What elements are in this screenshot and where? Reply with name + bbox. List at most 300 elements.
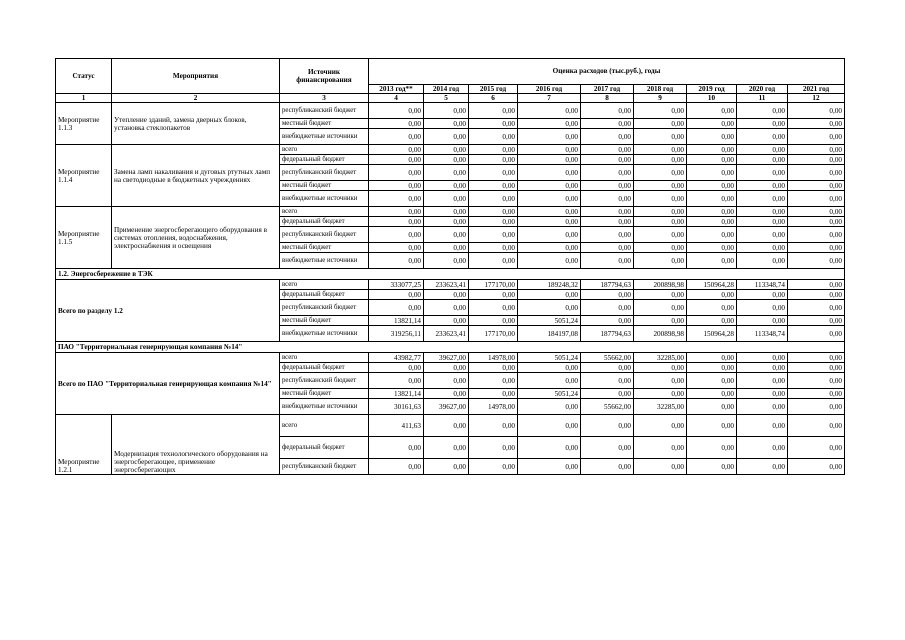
section-title: ПАО "Территориальная генерирующая компания №14" — [56, 342, 845, 353]
col-index-8: 8 — [581, 94, 634, 103]
value-cell: 0,00 — [469, 227, 518, 243]
value-cell: 0,00 — [687, 363, 737, 373]
value-cell: 0,00 — [424, 290, 469, 300]
value-cell: 0,00 — [581, 459, 634, 475]
value-cell: 0,00 — [788, 119, 845, 129]
value-cell: 0,00 — [469, 437, 518, 459]
event-cell: Утепление зданий, замена дверных блоков, установка стеклопакетов — [112, 103, 280, 145]
value-cell: 0,00 — [788, 165, 845, 181]
value-cell: 0,00 — [737, 103, 788, 119]
value-cell: 0,00 — [518, 437, 581, 459]
value-cell: 0,00 — [424, 459, 469, 475]
source-cell: внебюджетные источники — [280, 129, 369, 145]
value-cell: 0,00 — [634, 155, 687, 165]
value-cell: 0,00 — [634, 316, 687, 326]
value-cell: 113348,74 — [737, 280, 788, 290]
value-cell: 0,00 — [788, 363, 845, 373]
value-cell: 0,00 — [687, 227, 737, 243]
value-cell: 0,00 — [581, 373, 634, 389]
value-cell: 0,00 — [687, 145, 737, 155]
value-cell: 55662,00 — [581, 399, 634, 415]
value-cell: 0,00 — [581, 437, 634, 459]
value-cell: 0,00 — [737, 129, 788, 145]
value-cell: 319256,11 — [369, 326, 424, 342]
value-cell: 0,00 — [788, 300, 845, 316]
value-cell: 0,00 — [634, 389, 687, 399]
value-cell: 0,00 — [634, 243, 687, 253]
value-cell: 0,00 — [581, 415, 634, 437]
source-cell: республиканский бюджет — [280, 373, 369, 389]
value-cell: 0,00 — [737, 181, 788, 191]
value-cell: 39627,00 — [424, 399, 469, 415]
value-cell: 0,00 — [518, 373, 581, 389]
value-cell: 0,00 — [369, 119, 424, 129]
value-cell: 0,00 — [687, 353, 737, 363]
source-cell: республиканский бюджет — [280, 227, 369, 243]
value-cell: 0,00 — [469, 316, 518, 326]
value-cell: 5051,24 — [518, 389, 581, 399]
value-cell: 0,00 — [424, 181, 469, 191]
total-cell: Всего по ПАО "Территориальная генерирующая компания №14" — [56, 353, 280, 415]
source-cell: внебюджетные источники — [280, 253, 369, 269]
value-cell: 0,00 — [369, 181, 424, 191]
value-cell: 0,00 — [788, 217, 845, 227]
value-cell: 0,00 — [737, 300, 788, 316]
value-cell: 0,00 — [424, 145, 469, 155]
value-cell: 0,00 — [788, 103, 845, 119]
value-cell: 0,00 — [737, 145, 788, 155]
value-cell: 0,00 — [687, 217, 737, 227]
source-cell: федеральный бюджет — [280, 155, 369, 165]
value-cell: 39627,00 — [424, 353, 469, 363]
value-cell: 0,00 — [737, 316, 788, 326]
value-cell: 0,00 — [687, 300, 737, 316]
value-cell: 0,00 — [518, 415, 581, 437]
value-cell: 0,00 — [369, 290, 424, 300]
value-cell: 0,00 — [369, 145, 424, 155]
value-cell: 0,00 — [369, 217, 424, 227]
value-cell: 0,00 — [634, 207, 687, 217]
table-row — [56, 415, 845, 437]
source-cell: федеральный бюджет — [280, 363, 369, 373]
value-cell: 0,00 — [687, 253, 737, 269]
value-cell: 0,00 — [634, 165, 687, 181]
value-cell: 0,00 — [737, 437, 788, 459]
value-cell: 0,00 — [634, 145, 687, 155]
year-2013: 2013 год** — [369, 85, 424, 94]
value-cell: 0,00 — [581, 290, 634, 300]
value-cell: 0,00 — [788, 155, 845, 165]
value-cell: 0,00 — [369, 165, 424, 181]
value-cell: 0,00 — [469, 415, 518, 437]
value-cell: 32285,00 — [634, 399, 687, 415]
value-cell: 0,00 — [469, 389, 518, 399]
value-cell: 0,00 — [788, 316, 845, 326]
header-status: Статус — [56, 59, 112, 94]
value-cell: 0,00 — [687, 243, 737, 253]
col-index-9: 9 — [634, 94, 687, 103]
value-cell: 0,00 — [788, 459, 845, 475]
value-cell: 0,00 — [424, 243, 469, 253]
value-cell: 0,00 — [687, 373, 737, 389]
value-cell: 0,00 — [369, 227, 424, 243]
value-cell: 0,00 — [581, 181, 634, 191]
col-index-11: 11 — [737, 94, 788, 103]
value-cell: 0,00 — [581, 389, 634, 399]
value-cell: 0,00 — [737, 119, 788, 129]
value-cell: 0,00 — [687, 290, 737, 300]
total-cell: Всего по разделу 1.2 — [56, 280, 280, 342]
section-title: 1.2. Энергосбережение в ТЭК — [56, 269, 845, 280]
value-cell: 0,00 — [369, 191, 424, 207]
header-row-1 — [56, 59, 845, 85]
status-cell: Мероприятие 1.1.5 — [56, 207, 112, 269]
value-cell: 0,00 — [518, 181, 581, 191]
value-cell: 5051,24 — [518, 353, 581, 363]
col-index-10: 10 — [687, 94, 737, 103]
value-cell: 0,00 — [469, 181, 518, 191]
source-cell: внебюджетные источники — [280, 399, 369, 415]
value-cell: 150964,28 — [687, 280, 737, 290]
value-cell: 13821,14 — [369, 389, 424, 399]
table-row — [56, 280, 845, 290]
value-cell: 0,00 — [469, 459, 518, 475]
value-cell: 0,00 — [581, 363, 634, 373]
value-cell: 0,00 — [634, 119, 687, 129]
value-cell: 0,00 — [518, 119, 581, 129]
header-event: Мероприятия — [112, 59, 280, 94]
value-cell: 0,00 — [518, 399, 581, 415]
value-cell: 0,00 — [788, 253, 845, 269]
value-cell: 0,00 — [369, 155, 424, 165]
value-cell: 0,00 — [788, 191, 845, 207]
value-cell: 0,00 — [581, 191, 634, 207]
value-cell: 0,00 — [469, 253, 518, 269]
value-cell: 0,00 — [424, 373, 469, 389]
source-cell: внебюджетные источники — [280, 326, 369, 342]
value-cell: 5051,24 — [518, 316, 581, 326]
value-cell: 0,00 — [634, 363, 687, 373]
source-cell: всего — [280, 353, 369, 363]
col-index-7: 7 — [518, 94, 581, 103]
value-cell: 0,00 — [518, 103, 581, 119]
value-cell: 0,00 — [581, 227, 634, 243]
value-cell: 0,00 — [469, 290, 518, 300]
value-cell: 0,00 — [687, 459, 737, 475]
value-cell: 0,00 — [518, 459, 581, 475]
value-cell: 0,00 — [369, 253, 424, 269]
value-cell: 0,00 — [518, 191, 581, 207]
value-cell: 0,00 — [424, 191, 469, 207]
value-cell: 0,00 — [469, 155, 518, 165]
value-cell: 0,00 — [687, 399, 737, 415]
value-cell: 0,00 — [581, 300, 634, 316]
col-index-2: 2 — [112, 94, 280, 103]
value-cell: 0,00 — [518, 165, 581, 181]
value-cell: 0,00 — [788, 415, 845, 437]
table-row — [56, 353, 845, 363]
value-cell: 0,00 — [469, 165, 518, 181]
value-cell: 0,00 — [737, 217, 788, 227]
value-cell: 0,00 — [788, 145, 845, 155]
value-cell: 0,00 — [634, 437, 687, 459]
value-cell: 0,00 — [687, 207, 737, 217]
value-cell: 0,00 — [737, 363, 788, 373]
value-cell: 0,00 — [469, 207, 518, 217]
value-cell: 0,00 — [788, 290, 845, 300]
value-cell: 0,00 — [369, 103, 424, 119]
value-cell: 0,00 — [687, 181, 737, 191]
value-cell: 0,00 — [581, 103, 634, 119]
value-cell: 0,00 — [469, 103, 518, 119]
source-cell: федеральный бюджет — [280, 290, 369, 300]
value-cell: 411,63 — [369, 415, 424, 437]
value-cell: 200898,98 — [634, 280, 687, 290]
value-cell: 0,00 — [581, 217, 634, 227]
value-cell: 0,00 — [737, 155, 788, 165]
value-cell: 0,00 — [687, 437, 737, 459]
source-cell: всего — [280, 207, 369, 217]
value-cell: 0,00 — [518, 145, 581, 155]
value-cell: 0,00 — [634, 227, 687, 243]
value-cell: 0,00 — [737, 290, 788, 300]
value-cell: 0,00 — [518, 129, 581, 145]
value-cell: 0,00 — [424, 415, 469, 437]
value-cell: 0,00 — [687, 316, 737, 326]
year-2016: 2016 год — [518, 85, 581, 94]
value-cell: 0,00 — [581, 129, 634, 145]
value-cell: 0,00 — [634, 181, 687, 191]
value-cell: 177170,00 — [469, 326, 518, 342]
value-cell: 0,00 — [788, 181, 845, 191]
value-cell: 0,00 — [788, 129, 845, 145]
value-cell: 233623,41 — [424, 280, 469, 290]
source-cell: республиканский бюджет — [280, 103, 369, 119]
value-cell: 0,00 — [737, 415, 788, 437]
value-cell: 0,00 — [581, 145, 634, 155]
value-cell: 0,00 — [581, 316, 634, 326]
value-cell: 0,00 — [634, 300, 687, 316]
value-cell: 0,00 — [469, 300, 518, 316]
value-cell: 0,00 — [737, 389, 788, 399]
value-cell: 0,00 — [634, 191, 687, 207]
value-cell: 184197,08 — [518, 326, 581, 342]
value-cell: 233623,41 — [424, 326, 469, 342]
value-cell: 0,00 — [518, 227, 581, 243]
value-cell: 0,00 — [424, 165, 469, 181]
value-cell: 0,00 — [687, 165, 737, 181]
value-cell: 0,00 — [469, 373, 518, 389]
status-cell: Мероприятие 1.1.3 — [56, 103, 112, 145]
value-cell: 13821,14 — [369, 316, 424, 326]
value-cell: 0,00 — [788, 207, 845, 217]
value-cell: 0,00 — [424, 253, 469, 269]
value-cell: 0,00 — [788, 373, 845, 389]
value-cell: 0,00 — [581, 165, 634, 181]
year-2014: 2014 год — [424, 85, 469, 94]
value-cell: 0,00 — [424, 437, 469, 459]
value-cell: 0,00 — [634, 290, 687, 300]
value-cell: 32285,00 — [634, 353, 687, 363]
table-row — [56, 103, 845, 119]
value-cell: 0,00 — [581, 243, 634, 253]
source-cell: всего — [280, 145, 369, 155]
value-cell: 0,00 — [687, 191, 737, 207]
value-cell: 0,00 — [634, 103, 687, 119]
col-index-4: 4 — [369, 94, 424, 103]
source-cell: внебюджетные источники — [280, 191, 369, 207]
value-cell: 0,00 — [518, 363, 581, 373]
value-cell: 333077,25 — [369, 280, 424, 290]
value-cell: 0,00 — [518, 253, 581, 269]
value-cell: 0,00 — [737, 227, 788, 243]
value-cell: 0,00 — [424, 300, 469, 316]
status-cell: Мероприятие 1.1.4 — [56, 145, 112, 207]
value-cell: 0,00 — [788, 280, 845, 290]
value-cell: 0,00 — [687, 103, 737, 119]
value-cell: 0,00 — [687, 119, 737, 129]
value-cell: 0,00 — [788, 353, 845, 363]
value-cell: 0,00 — [737, 191, 788, 207]
value-cell: 200898,98 — [634, 326, 687, 342]
year-2020: 2020 год — [737, 85, 788, 94]
value-cell: 0,00 — [369, 129, 424, 145]
source-cell: местный бюджет — [280, 389, 369, 399]
value-cell: 0,00 — [581, 207, 634, 217]
col-index-12: 12 — [788, 94, 845, 103]
value-cell: 113348,74 — [737, 326, 788, 342]
source-cell: федеральный бюджет — [280, 437, 369, 459]
value-cell: 0,00 — [788, 227, 845, 243]
header-estimate: Оценка расходов (тыс.руб.), годы — [369, 59, 845, 85]
budget-table — [55, 58, 845, 475]
value-cell: 0,00 — [469, 243, 518, 253]
value-cell: 0,00 — [634, 253, 687, 269]
col-index-1: 1 — [56, 94, 112, 103]
value-cell: 0,00 — [518, 300, 581, 316]
section-row — [56, 269, 845, 280]
source-cell: республиканский бюджет — [280, 300, 369, 316]
value-cell: 0,00 — [788, 326, 845, 342]
value-cell: 0,00 — [634, 129, 687, 145]
value-cell: 0,00 — [737, 459, 788, 475]
value-cell: 0,00 — [469, 217, 518, 227]
value-cell: 187794,63 — [581, 326, 634, 342]
value-cell: 0,00 — [424, 103, 469, 119]
source-cell: местный бюджет — [280, 181, 369, 191]
value-cell: 187794,63 — [581, 280, 634, 290]
value-cell: 0,00 — [369, 300, 424, 316]
value-cell: 0,00 — [737, 207, 788, 217]
source-cell: местный бюджет — [280, 119, 369, 129]
value-cell: 0,00 — [469, 119, 518, 129]
value-cell: 0,00 — [634, 217, 687, 227]
value-cell: 0,00 — [469, 191, 518, 207]
value-cell: 0,00 — [737, 399, 788, 415]
table-row — [56, 207, 845, 217]
value-cell: 0,00 — [581, 253, 634, 269]
value-cell: 0,00 — [369, 363, 424, 373]
col-index-3: 3 — [280, 94, 369, 103]
value-cell: 14978,00 — [469, 353, 518, 363]
value-cell: 0,00 — [469, 363, 518, 373]
event-cell: Замена ламп накаливания и дуговых ртутных ламп на светодиодные в бюджетных учреждениях — [112, 145, 280, 207]
value-cell: 0,00 — [424, 316, 469, 326]
value-cell: 43982,77 — [369, 353, 424, 363]
value-cell: 0,00 — [687, 415, 737, 437]
value-cell: 55662,00 — [581, 353, 634, 363]
value-cell: 0,00 — [737, 253, 788, 269]
value-cell: 0,00 — [634, 459, 687, 475]
value-cell: 0,00 — [737, 243, 788, 253]
source-cell: федеральный бюджет — [280, 217, 369, 227]
value-cell: 0,00 — [424, 119, 469, 129]
source-cell: всего — [280, 280, 369, 290]
source-cell: местный бюджет — [280, 316, 369, 326]
value-cell: 0,00 — [518, 155, 581, 165]
value-cell: 0,00 — [737, 353, 788, 363]
value-cell: 0,00 — [424, 129, 469, 145]
value-cell: 150964,28 — [687, 326, 737, 342]
value-cell: 0,00 — [369, 243, 424, 253]
value-cell: 0,00 — [687, 155, 737, 165]
year-2015: 2015 год — [469, 85, 518, 94]
value-cell: 30161,63 — [369, 399, 424, 415]
value-cell: 0,00 — [424, 363, 469, 373]
value-cell: 0,00 — [518, 290, 581, 300]
value-cell: 0,00 — [687, 389, 737, 399]
value-cell: 0,00 — [634, 373, 687, 389]
value-cell: 0,00 — [518, 207, 581, 217]
year-2018: 2018 год — [634, 85, 687, 94]
header-source: Источник финансирования — [280, 59, 369, 94]
value-cell: 0,00 — [737, 373, 788, 389]
source-cell: республиканский бюджет — [280, 459, 369, 475]
value-cell: 0,00 — [469, 145, 518, 155]
column-index-row — [56, 94, 845, 103]
value-cell: 0,00 — [424, 207, 469, 217]
value-cell: 0,00 — [788, 389, 845, 399]
value-cell: 0,00 — [634, 415, 687, 437]
section-row — [56, 342, 845, 353]
event-cell: Модернизация технологического оборудования на энергосберегающее, применение энергосберегающих — [112, 415, 280, 475]
status-cell: Мероприятие 1.2.1 — [56, 415, 112, 475]
value-cell: 0,00 — [581, 119, 634, 129]
value-cell: 0,00 — [788, 243, 845, 253]
event-cell: Применение энергосберегающего оборудования в системах отопления, водоснабжения, электроснабжения и освещения — [112, 207, 280, 269]
value-cell: 0,00 — [369, 459, 424, 475]
value-cell: 0,00 — [581, 155, 634, 165]
year-2019: 2019 год — [687, 85, 737, 94]
value-cell: 0,00 — [424, 155, 469, 165]
value-cell: 0,00 — [424, 217, 469, 227]
source-cell: всего — [280, 415, 369, 437]
source-cell: местный бюджет — [280, 243, 369, 253]
value-cell: 0,00 — [737, 165, 788, 181]
col-index-6: 6 — [469, 94, 518, 103]
value-cell: 0,00 — [788, 437, 845, 459]
value-cell: 0,00 — [369, 437, 424, 459]
value-cell: 0,00 — [424, 227, 469, 243]
value-cell: 189248,32 — [518, 280, 581, 290]
value-cell: 0,00 — [424, 389, 469, 399]
value-cell: 0,00 — [518, 217, 581, 227]
table-row — [56, 145, 845, 155]
value-cell: 0,00 — [518, 243, 581, 253]
value-cell: 0,00 — [369, 207, 424, 217]
value-cell: 0,00 — [369, 373, 424, 389]
col-index-5: 5 — [424, 94, 469, 103]
